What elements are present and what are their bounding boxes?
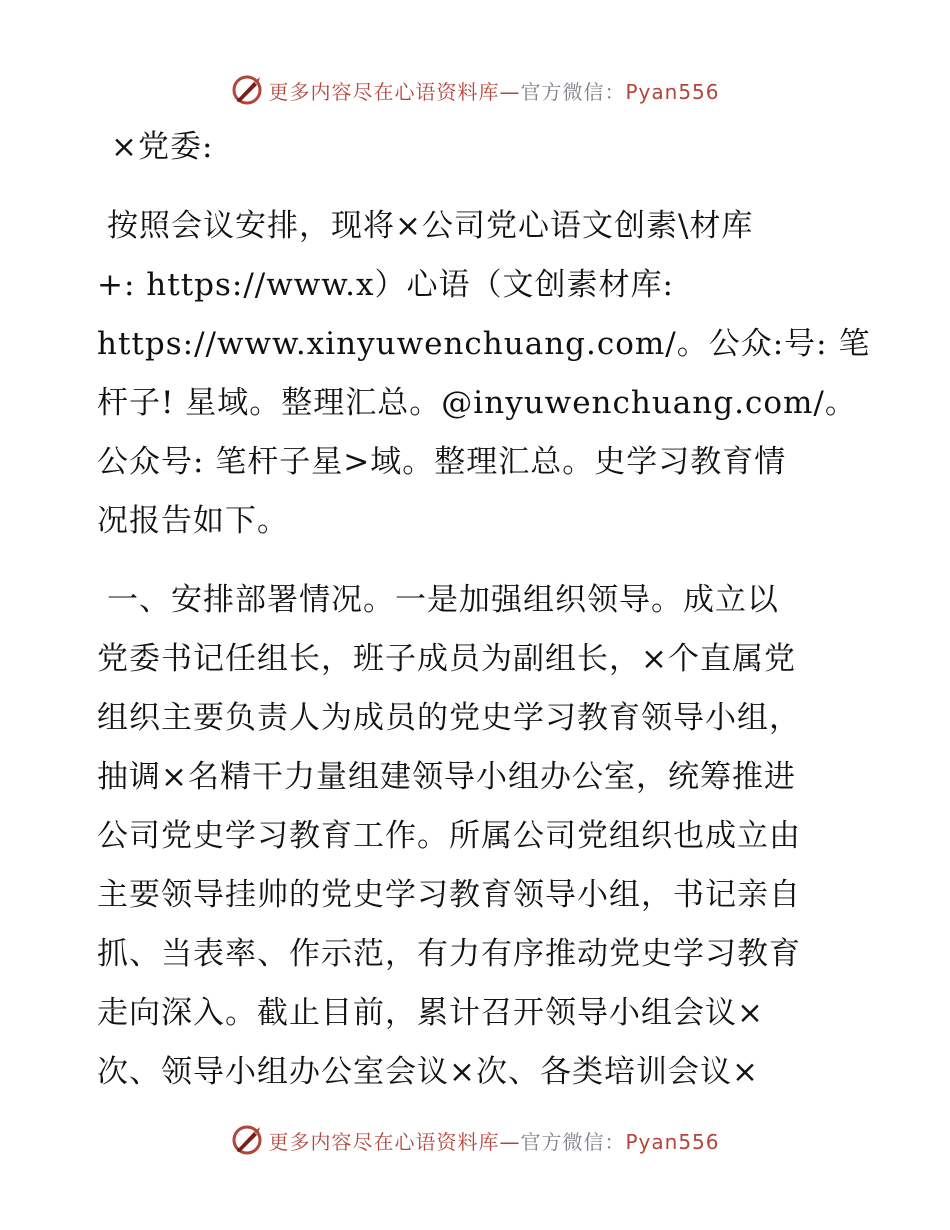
paragraph-line: 公众号: 笔杆子星>域。整理汇总。史学习教育情 — [97, 444, 787, 480]
paragraph-line: 况报告如下。 — [97, 503, 289, 539]
footer-watermark — [0, 1120, 950, 1160]
watermark-wechat-label: 官方微信： — [520, 79, 626, 104]
watermark-wechat-id: Pyan556 — [625, 79, 720, 104]
watermark-separator: — — [499, 1129, 521, 1154]
paragraph-line: 抓、当表率、作示范，有力有序推动党史学习教育 — [97, 936, 801, 972]
paragraph-line: 一、安排部署情况。一是加强组织领导。成立以 — [107, 582, 779, 618]
watermark-text — [268, 76, 719, 105]
paragraph-line: 党委书记任组长，班子成员为副组长，×个直属党 — [97, 641, 796, 677]
header-watermark — [0, 70, 950, 110]
paragraph-line: 组织主要负责人为成员的党史学习教育领导小组， — [97, 700, 801, 736]
paragraph-line: 走向深入。截止目前，累计召开领导小组会议× — [97, 995, 764, 1031]
watermark-title: 更多内容尽在心语资料库 — [268, 1129, 500, 1154]
paragraph-line: 按照会议安排，现将×公司党心语文创素\材库 — [107, 208, 754, 244]
document-body — [97, 118, 871, 1102]
paragraph-line: +: https://www.x）心语（文创素材库: — [97, 267, 674, 303]
watermark-title: 更多内容尽在心语资料库 — [268, 79, 500, 104]
paragraph-line: https://www.xinyuwenchuang.com/。公众:号: 笔 — [97, 326, 871, 362]
watermark-wechat-id: Pyan556 — [625, 1129, 720, 1154]
watermark-separator: — — [499, 79, 521, 104]
watermark-wechat-label: 官方微信： — [520, 1129, 626, 1154]
paragraph-line: 抽调×名精干力量组建领导小组办公室，统筹推进 — [97, 759, 796, 795]
paragraph-1 — [97, 197, 871, 551]
quill-logo-icon — [230, 1123, 264, 1157]
watermark-text — [268, 1126, 719, 1155]
salutation: ×党委: — [111, 129, 214, 165]
paragraph-line: 次、领导小组办公室会议×次、各类培训会议× — [97, 1054, 759, 1090]
paragraph-line: 公司党史学习教育工作。所属公司党组织也成立由 — [97, 818, 801, 854]
paragraph-2 — [97, 571, 852, 1102]
paragraph-line: 主要领导挂帅的党史学习教育领导小组，书记亲自 — [97, 877, 801, 913]
paragraph-line: 杆子! 星域。整理汇总。@inyuwenchuang.com/。 — [97, 385, 857, 421]
quill-logo-icon — [230, 73, 264, 107]
